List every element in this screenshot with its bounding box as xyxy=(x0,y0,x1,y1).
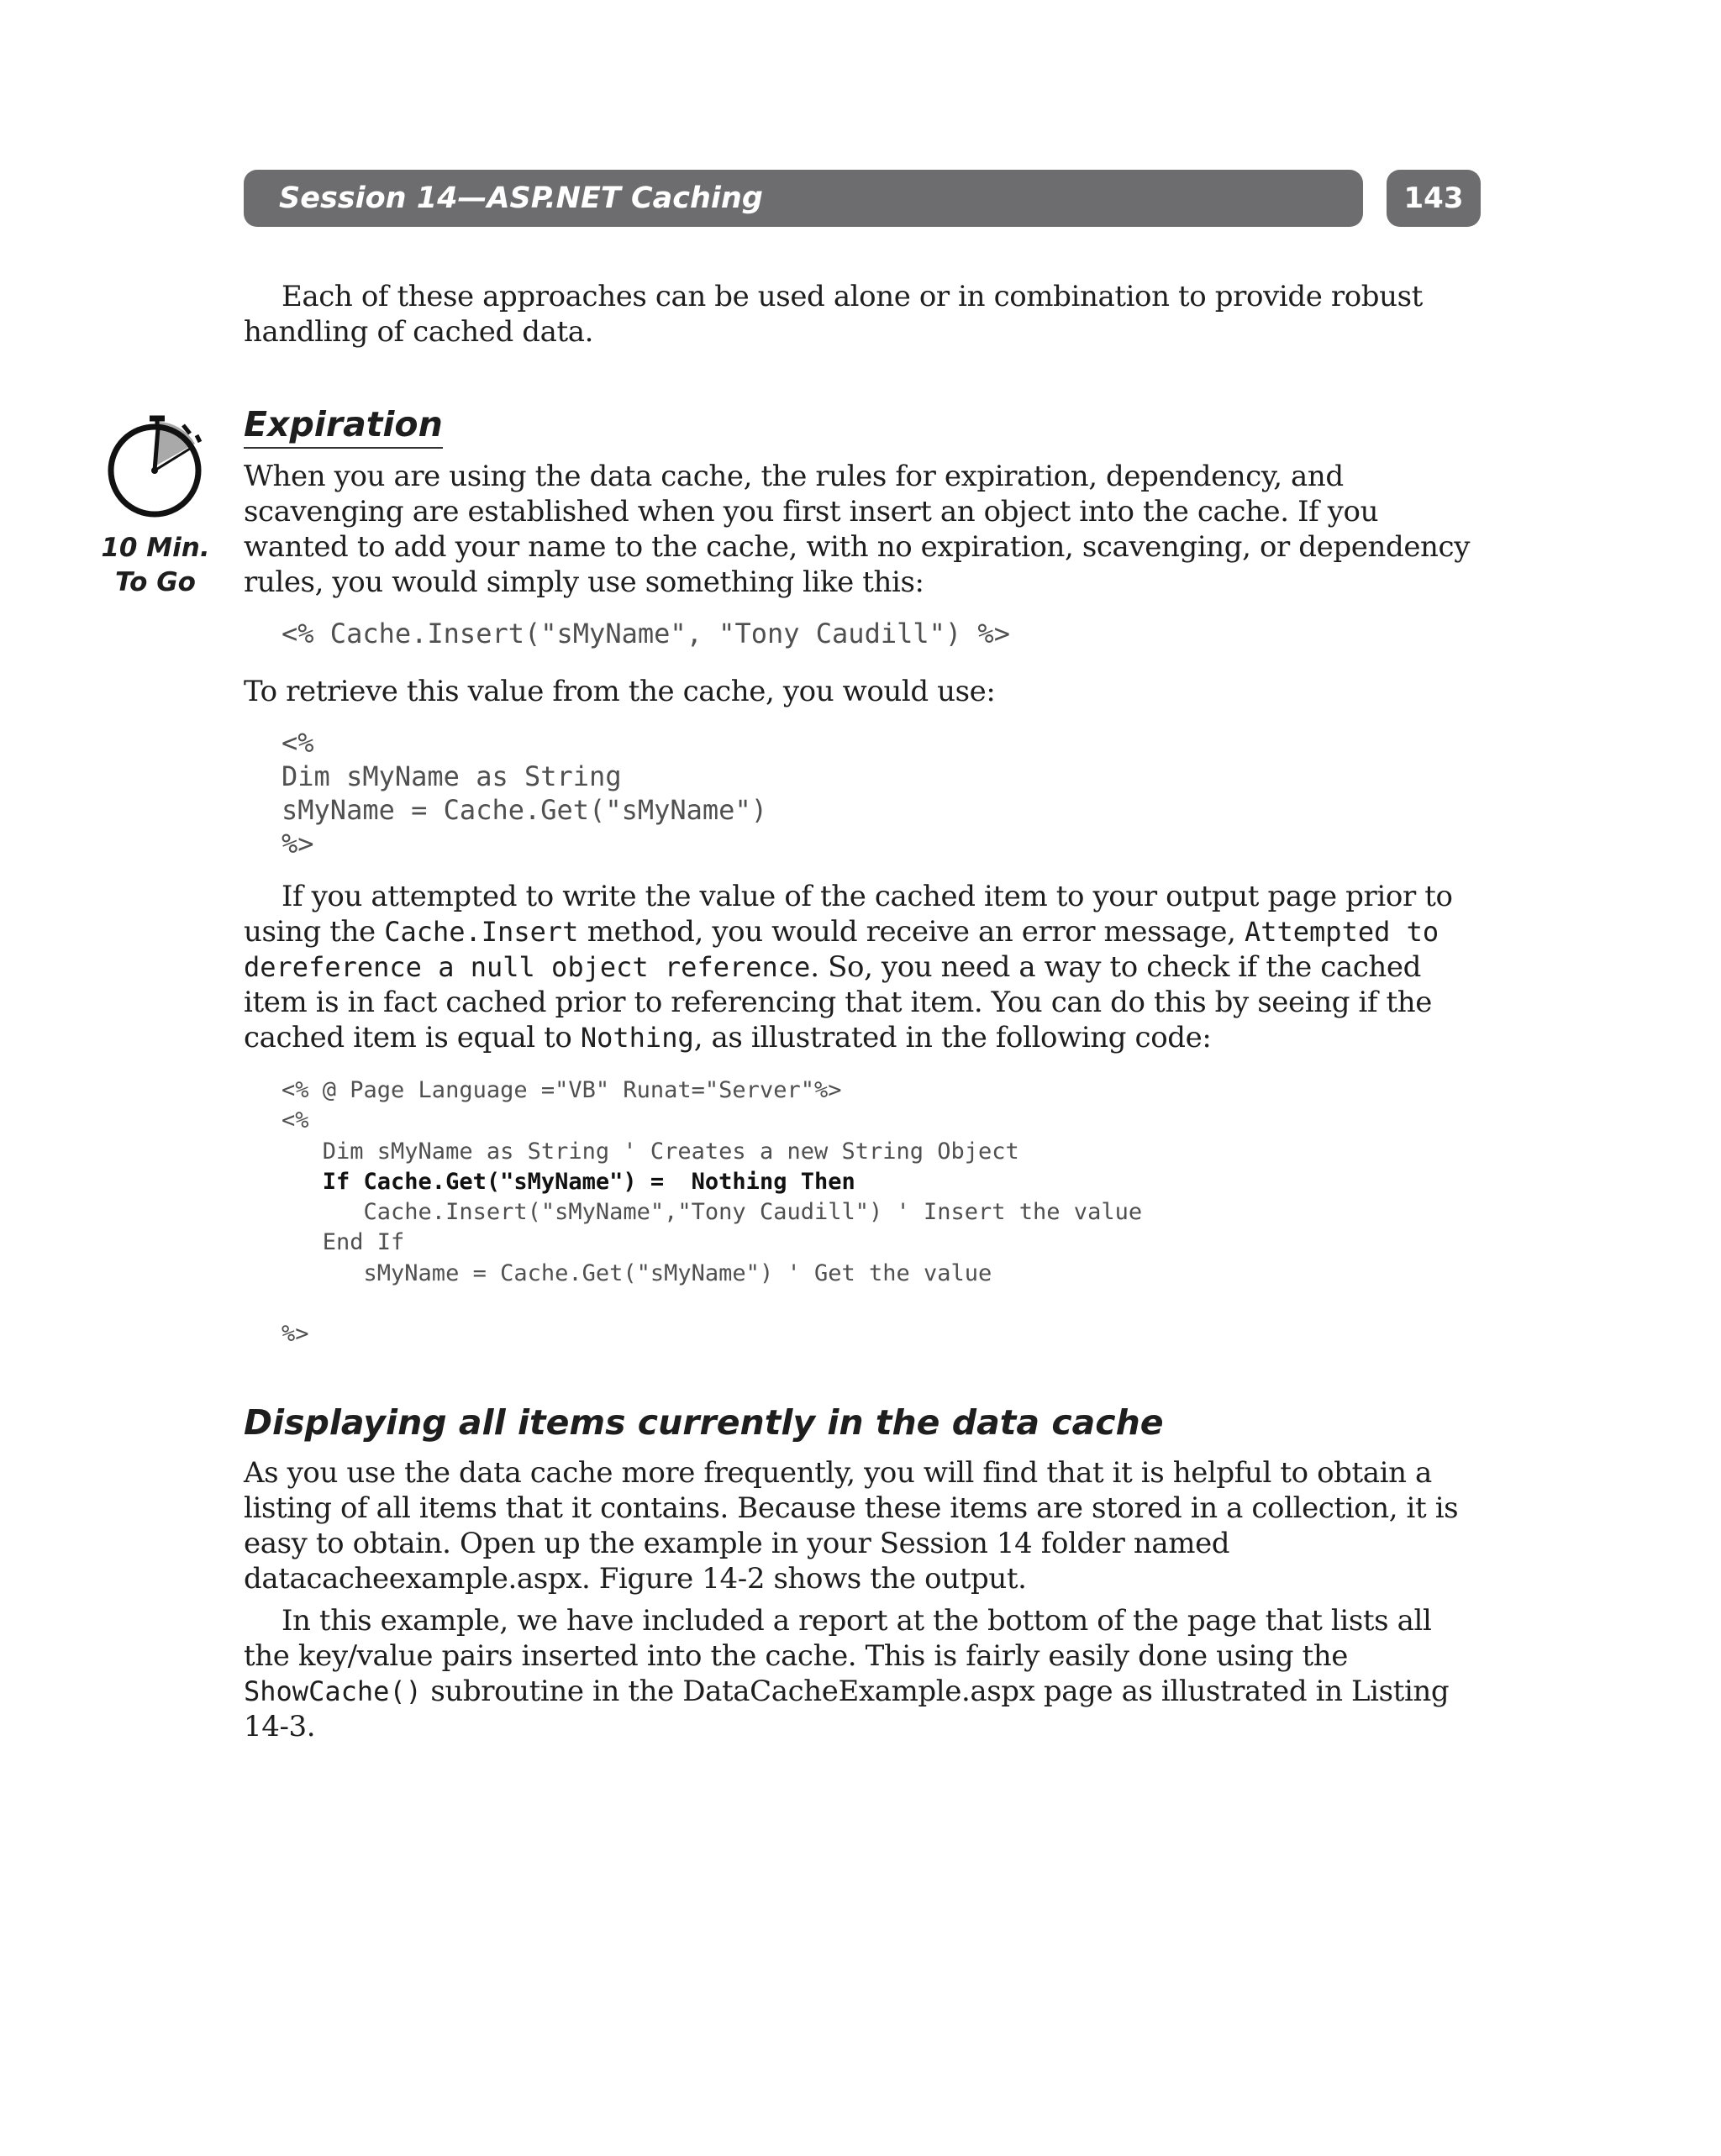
running-header xyxy=(244,170,1363,227)
code-line: Cache.Insert("sMyName","Tony Caudill") ' Insert the value xyxy=(282,1199,1143,1226)
page-number: 143 xyxy=(1387,170,1481,227)
inline-code-error-message: Attempted to dereference a null object reference xyxy=(244,916,1439,983)
code-line: Dim sMyName as String ' Creates a new String Object xyxy=(282,1138,1019,1165)
displaying-paragraph-1: As you use the data cache more frequently, you will find that it is helpful to obtain a listing of all items that it contains. Because these items are stored in a collection, it is easy to obtain. Open up the example in your Session 14 folder named datacacheexample.aspx. Figure 14-2 shows the output. xyxy=(244,1456,1459,1596)
intro-paragraph: Each of these approaches can be used alone or in combination to provide robust handling of cached data. xyxy=(244,280,1423,349)
stopwatch-icon xyxy=(103,413,210,523)
displaying-paragraph-2: In this example, we have included a report at the bottom of the page that lists all the key/value pairs inserted into the cache. This is fairly easily done using the ShowCache() subroutine in the DataCacheExample.aspx page as illustrated in Listing 14-3. xyxy=(244,1604,1450,1744)
expiration-heading: Expiration xyxy=(244,403,443,449)
code-line: sMyName = Cache.Get("sMyName") ' Get the value xyxy=(282,1259,992,1286)
expiration-paragraph-1: When you are using the data cache, the rules for expiration, dependency, and scavenging are established when you first insert an object into the cache. If you wanted to add your name to the cache, with no expiration, scavenging, or dependency rules, you would simply use something like this: xyxy=(244,460,1470,599)
inline-code-showcache: ShowCache() xyxy=(244,1675,422,1708)
code-cache-get: <% Dim sMyName as String sMyName = Cache.Get("sMyName") %> xyxy=(282,727,767,860)
displaying-heading: Displaying all items currently in the data cache xyxy=(244,1402,1164,1443)
inline-code-cache-insert: Cache.Insert xyxy=(384,916,579,948)
code-cache-insert: <% Cache.Insert("sMyName", "Tony Caudill") %> xyxy=(282,618,1010,649)
code-line: <% @ Page Language ="VB" Runat="Server"%> xyxy=(282,1077,842,1103)
time-remaining-line2: To Go xyxy=(115,567,196,597)
code-line: <% xyxy=(282,1107,309,1134)
inline-code-nothing: Nothing xyxy=(580,1022,694,1054)
code-check-nothing xyxy=(244,1075,1481,1349)
code-line: %> xyxy=(282,1321,309,1348)
code-line: If Cache.Get("sMyName") = Nothing Then xyxy=(282,1168,855,1195)
page-body xyxy=(244,279,1481,1744)
time-remaining-line1: 10 Min. xyxy=(101,533,210,563)
code-line: End If xyxy=(282,1229,405,1256)
code-line xyxy=(282,1289,1481,1319)
expiration-paragraph-2: To retrieve this value from the cache, you would use: xyxy=(244,675,996,708)
expiration-paragraph-3: If you attempted to write the value of the cached item to your output page prior to using the Cache.Insert method, you would receive an error message, Attempted to dereference a null object reference. So, you need a way to check if the cached item is in fact cached prior to referencing that item. You can do this by seeing if the cached item is equal to Nothing, as illustrated in the following code: xyxy=(244,880,1453,1054)
header-title: Session 14—ASP.NET Caching xyxy=(279,181,763,215)
time-remaining-note xyxy=(92,531,218,600)
